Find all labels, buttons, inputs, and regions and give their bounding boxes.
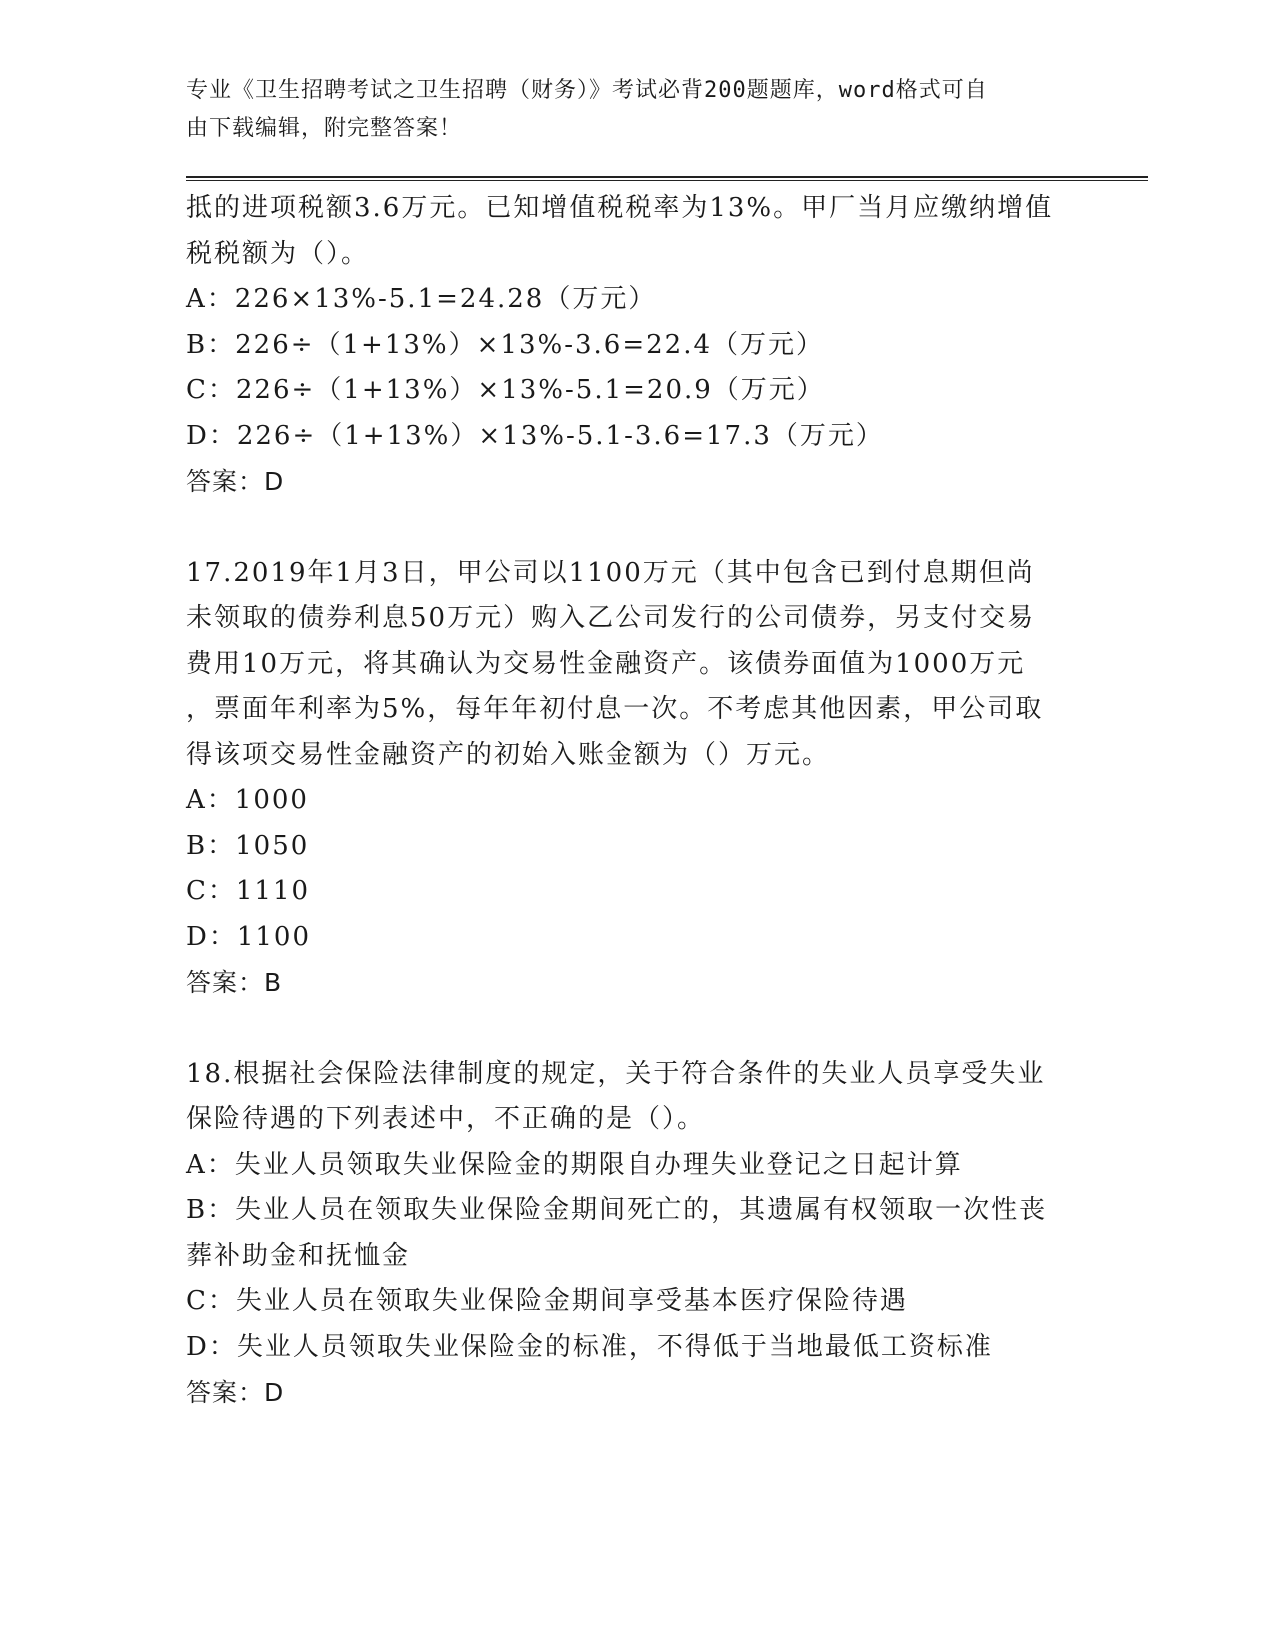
option-d: D：1100 — [186, 921, 312, 952]
question-stem-line: 抵的进项税额3.6万元。已知增值税税率为13%。甲厂当月应缴纳增值 — [186, 193, 1054, 223]
question-stem-line: 18.根据社会保险法律制度的规定，关于符合条件的失业人员享受失业 — [186, 1058, 1046, 1089]
document-body — [186, 186, 1086, 1416]
header-line-1: 专业《卫生招聘考试之卫生招聘（财务）》考试必背200题题库，word格式可自 — [186, 78, 988, 103]
answer: 答案：D — [186, 1378, 285, 1407]
option-d: D：失业人员领取失业保险金的标准，不得低于当地最低工资标准 — [186, 1331, 993, 1362]
question-stem-line: 保险待遇的下列表述中，不正确的是（）。 — [186, 1104, 706, 1134]
option-c: C：1110 — [186, 876, 311, 906]
option-b: B：1050 — [186, 830, 310, 861]
question-17 — [186, 551, 1086, 1006]
header-line-2: 由下载编辑，附完整答案！ — [186, 116, 463, 141]
option-c: C：226÷（1+13%）×13%-5.1=20.9（万元） — [186, 375, 825, 405]
question-stem-line: ，票面年利率为5%，每年年初付息一次。不考虑其他因素，甲公司取 — [186, 694, 1044, 724]
question-16 — [186, 186, 1086, 505]
option-d: D：226÷（1+13%）×13%-5.1-3.6=17.3（万元） — [186, 420, 884, 451]
option-b-continued: 葬补助金和抚恤金 — [186, 1240, 411, 1271]
header-divider — [186, 176, 1148, 181]
answer: 答案：B — [186, 968, 283, 997]
option-b: B：226÷（1+13%）×13%-3.6=22.4（万元） — [186, 329, 825, 360]
option-b: B：失业人员在领取失业保险金期间死亡的，其遗属有权领取一次性丧 — [186, 1195, 1048, 1225]
option-a: A：226×13%-5.1=24.28（万元） — [186, 284, 657, 314]
question-18 — [186, 1052, 1086, 1416]
spacer — [186, 505, 1086, 551]
question-stem-line: 费用10万元，将其确认为交易性金融资产。该债券面值为1000万元 — [186, 648, 1026, 679]
question-stem-line: 未领取的债券利息50万元）购入乙公司发行的公司债券，另支付交易 — [186, 603, 1036, 633]
question-stem-line: 税税额为（）。 — [186, 238, 370, 269]
option-c: C：失业人员在领取失业保险金期间享受基本医疗保险待遇 — [186, 1286, 908, 1316]
option-a: A：1000 — [186, 785, 309, 815]
question-stem-line: 得该项交易性金融资产的初始入账金额为（）万元。 — [186, 739, 831, 770]
page-header — [186, 72, 1066, 148]
spacer — [186, 1006, 1086, 1052]
answer: 答案：D — [186, 467, 285, 496]
question-stem-line: 17.2019年1月3日，甲公司以1100万元（其中包含已到付息期但尚 — [186, 557, 1035, 588]
option-a: A：失业人员领取失业保险金的期限自办理失业登记之日起计算 — [186, 1149, 963, 1180]
